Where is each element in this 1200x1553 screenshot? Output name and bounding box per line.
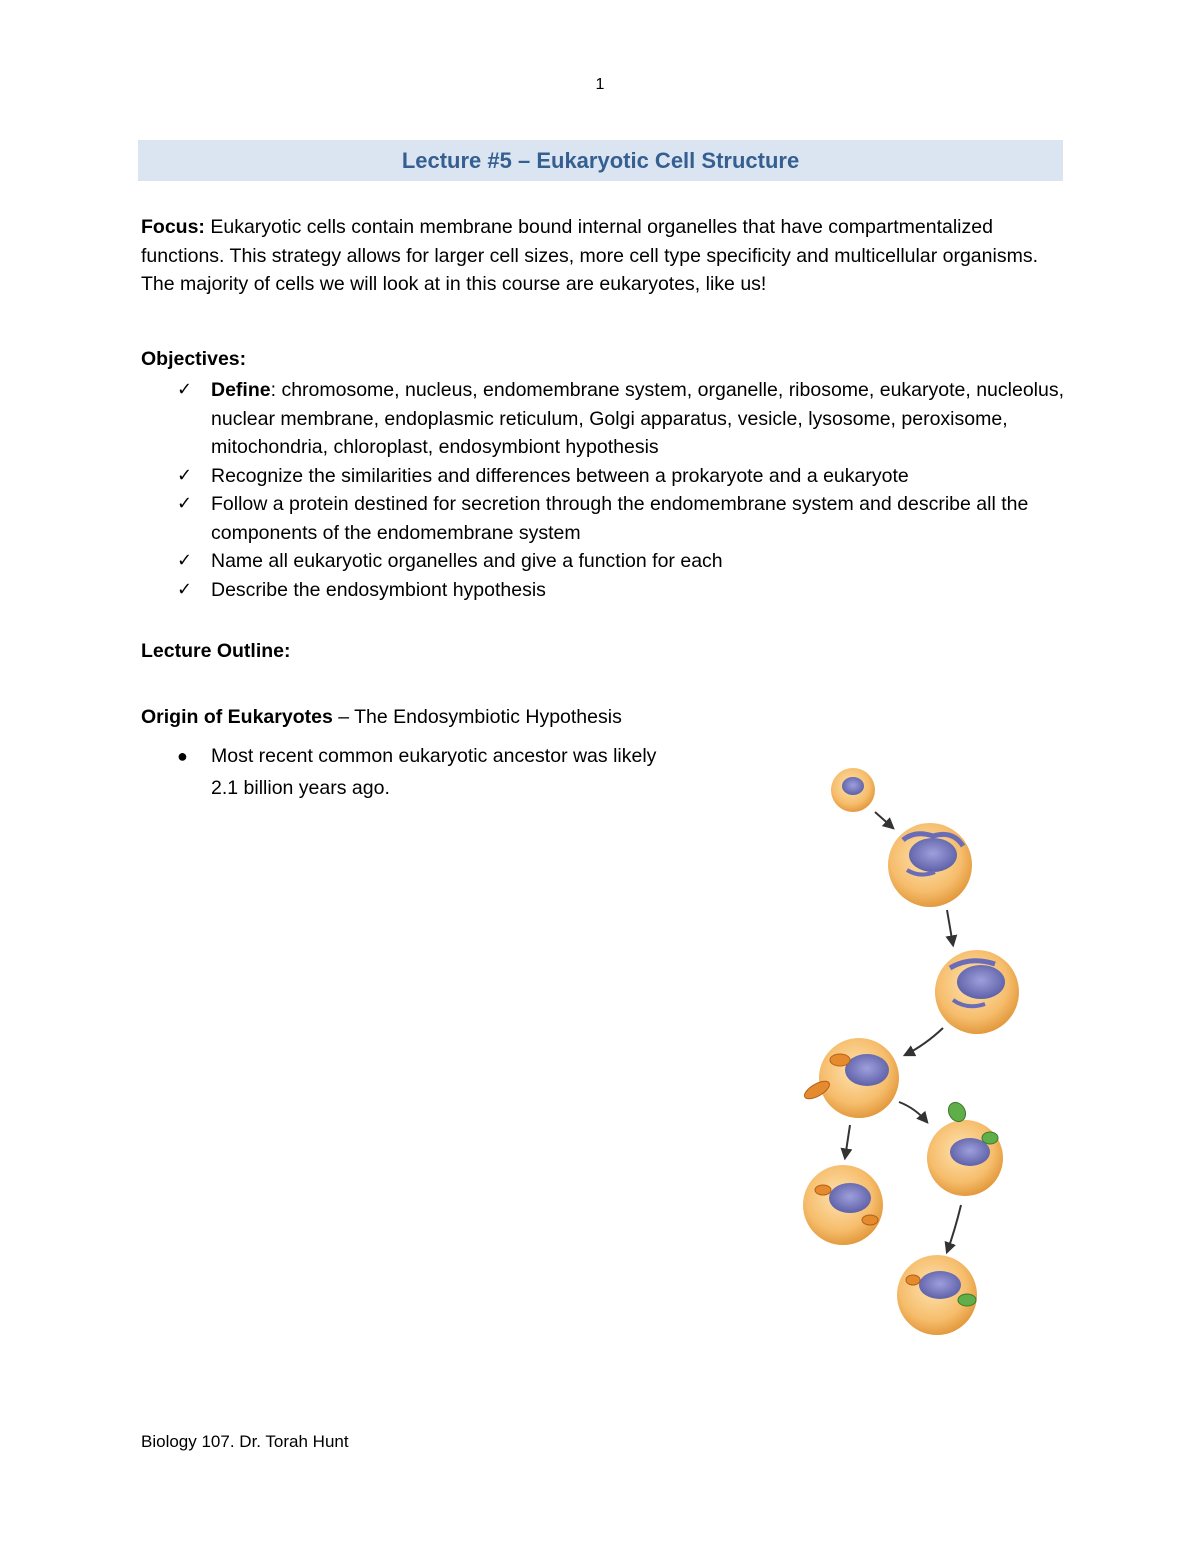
- define-text: : chromosome, nucleus, endomembrane system, organelle, ribosome, eukaryote, nucleolus, nuclear membrane, endoplasmic reticulum, Golgi apparatus, vesicle, lysosome, peroxisome, mitochondria, chloroplast, endosymbiont hypothesis: [211, 379, 1065, 458]
- infolding-cell: [888, 823, 972, 907]
- ancestral-cell: [831, 768, 875, 812]
- animal-cell-lineage: [803, 1165, 883, 1245]
- objective-item: [141, 462, 1066, 491]
- title-bar: [138, 140, 1063, 181]
- objective-text: Recognize the similarities and differences between a prokaryote and a eukaryote: [211, 464, 909, 487]
- list-item: [141, 740, 761, 804]
- check-mark-icon: ✓: [177, 464, 193, 486]
- origin-list: [141, 740, 761, 804]
- check-mark-icon: ✓: [177, 578, 193, 600]
- check-mark-icon: ✓: [177, 493, 193, 514]
- objective-text: Follow a protein destined for secretion through the endomembrane system and describe all the components of the endomembrane system: [211, 493, 1029, 544]
- page-number: 1: [595, 76, 605, 93]
- objective-item: [141, 547, 1066, 576]
- define-label: Define: [211, 379, 271, 401]
- focus-label: Focus:: [141, 216, 205, 238]
- endosymbiosis-diagram: [795, 760, 1035, 1350]
- check-mark-icon: ✓: [177, 379, 193, 400]
- plant-cell-lineage: [897, 1255, 977, 1335]
- origin-bullet-line2: 2.1 billion years ago.: [211, 777, 390, 799]
- origin-title-rest: – The Endosymbiotic Hypothesis: [332, 706, 622, 728]
- objective-item: [141, 576, 1066, 605]
- origin-title-bold: Origin of Eukaryotes: [141, 706, 333, 728]
- origin-heading: [141, 706, 622, 729]
- objective-item: [141, 376, 1066, 462]
- footer: Biology 107. Dr. Torah Hunt: [141, 1432, 349, 1451]
- arrow-3: [905, 1028, 943, 1055]
- mitochondrion-engulfing-cell: [802, 1038, 899, 1118]
- arrow-5: [899, 1102, 927, 1122]
- objective-text: Name all eukaryotic organelles and give a function for each: [211, 550, 723, 572]
- focus-text: Eukaryotic cells contain membrane bound internal organelles that have compartmentalized functions. This strategy allows for larger cell sizes, more cell type specificity and multicellular organisms. The majority of cells we will look at in this course are eukaryotes, like us!: [141, 216, 1038, 295]
- arrow-4: [845, 1125, 850, 1158]
- objective-item: [141, 490, 1066, 547]
- check-mark-icon: ✓: [177, 550, 193, 571]
- bullet-icon: ●: [177, 746, 188, 766]
- chloroplast-engulfing-cell: [927, 1099, 1003, 1196]
- objectives-list: [141, 376, 1066, 604]
- objective-text: Describe the endosymbiont hypothesis: [211, 578, 546, 601]
- objectives-heading: Objectives:: [141, 348, 247, 370]
- arrow-2: [947, 910, 953, 945]
- lecture-outline-heading: Lecture Outline:: [141, 640, 291, 662]
- focus-paragraph: [141, 213, 1066, 299]
- arrow-1: [875, 812, 893, 828]
- origin-bullet-line1: Most recent common eukaryotic ancestor was likely: [211, 745, 657, 767]
- page-title: Lecture #5 – Eukaryotic Cell Structure: [401, 147, 800, 173]
- arrow-6: [947, 1205, 961, 1252]
- endomembrane-cell: [935, 950, 1019, 1034]
